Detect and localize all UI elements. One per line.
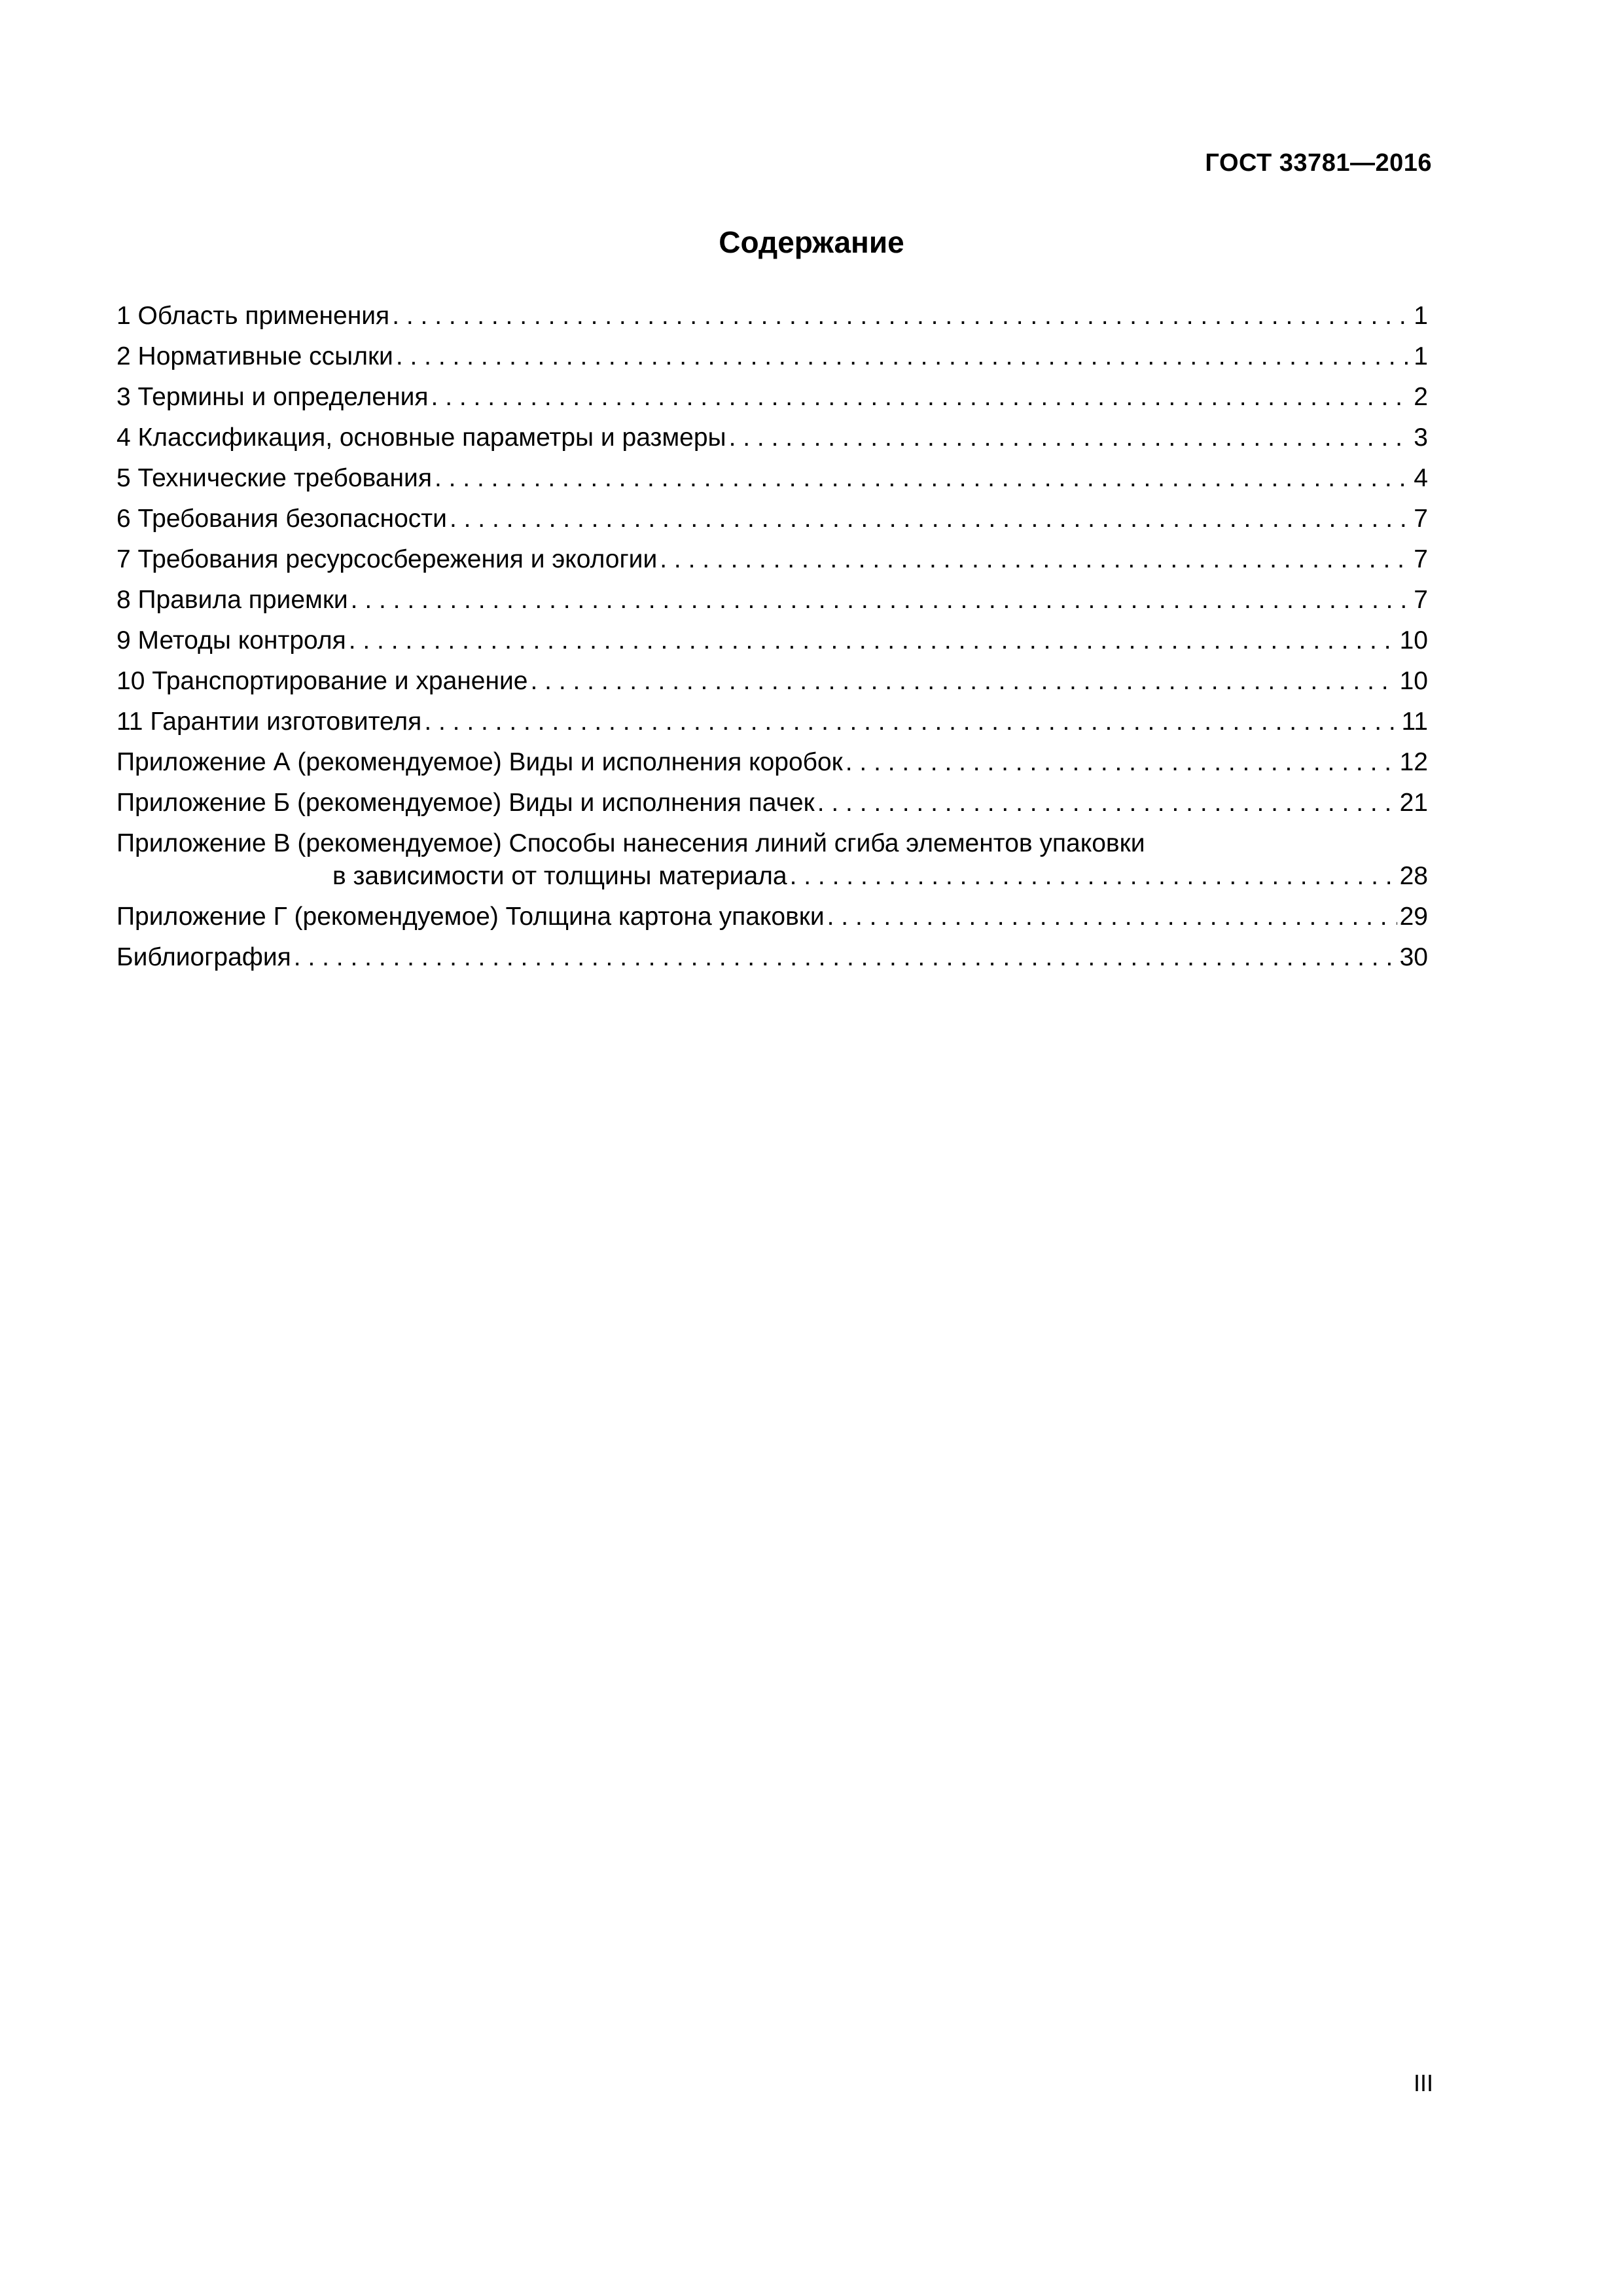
toc-entry[interactable] <box>116 418 1428 458</box>
dot-leader <box>846 742 1397 783</box>
dot-leader <box>431 377 1412 418</box>
toc-entry[interactable] <box>116 539 1428 580</box>
toc-entry-page: 2 <box>1414 383 1428 411</box>
toc-entry[interactable] <box>116 377 1428 418</box>
dot-leader <box>817 783 1397 823</box>
toc-entry-label: 3 Термины и определения <box>116 383 429 411</box>
toc-entry-label: 11 Гарантии изготовителя <box>116 708 422 736</box>
table-of-contents <box>116 296 1428 978</box>
toc-entry-continuation-line <box>116 860 1428 897</box>
toc-entry-label: 7 Требования ресурсосбережения и экологии <box>116 545 658 573</box>
toc-entry-label: 8 Правила приемки <box>116 586 348 614</box>
standard-designation: ГОСТ 33781—2016 <box>1205 149 1432 177</box>
dot-leader <box>294 937 1397 978</box>
toc-entry-page: 1 <box>1414 342 1428 370</box>
toc-entry-label: 4 Классификация, основные параметры и размеры <box>116 423 726 452</box>
toc-title: Содержание <box>719 225 904 259</box>
toc-entry-page: 3 <box>1414 423 1428 452</box>
toc-entry[interactable] <box>116 897 1428 937</box>
toc-entry-label: 9 Методы контроля <box>116 626 346 655</box>
dot-leader <box>396 336 1411 377</box>
toc-entry[interactable] <box>116 499 1428 539</box>
toc-entry-label: 5 Технические требования <box>116 464 432 492</box>
toc-entry-page: 21 <box>1399 789 1428 817</box>
toc-entry-page: 30 <box>1399 943 1428 971</box>
dot-leader <box>660 539 1411 580</box>
dot-leader <box>392 296 1411 336</box>
toc-entry-label: 1 Область применения <box>116 302 390 330</box>
dot-leader <box>349 620 1397 661</box>
toc-entry[interactable] <box>116 823 1428 897</box>
toc-entry-label: 6 Требования безопасности <box>116 505 447 533</box>
toc-entry-page: 10 <box>1399 667 1428 695</box>
toc-entry-page: 10 <box>1399 626 1428 655</box>
toc-entry[interactable] <box>116 336 1428 377</box>
toc-entry-page: 7 <box>1414 505 1428 533</box>
toc-entry-label: 2 Нормативные ссылки <box>116 342 393 370</box>
dot-leader <box>435 458 1411 499</box>
toc-entry-label: Приложение А (рекомендуемое) Виды и исполнения коробок <box>116 748 843 776</box>
toc-entry[interactable] <box>116 580 1428 620</box>
toc-entry-page: 12 <box>1399 748 1428 776</box>
toc-entry-label: Приложение В (рекомендуемое) Способы нанесения линий сгиба элементов упаковки <box>116 829 1145 857</box>
toc-entry-label: Приложение Г (рекомендуемое) Толщина картона упаковки <box>116 903 825 931</box>
toc-entry[interactable] <box>116 296 1428 336</box>
toc-entry-page: 29 <box>1399 903 1428 931</box>
dot-leader <box>450 499 1411 539</box>
toc-entry-label: Библиография <box>116 943 291 971</box>
toc-entry[interactable] <box>116 620 1428 661</box>
toc-entry-label: Приложение Б (рекомендуемое) Виды и исполнения пачек <box>116 789 815 817</box>
toc-entry-page: 4 <box>1414 464 1428 492</box>
toc-entry-page: 28 <box>1399 862 1428 890</box>
toc-entry[interactable] <box>116 702 1428 742</box>
page-number: III <box>1413 2070 1433 2096</box>
toc-entry-continuation: в зависимости от толщины материала <box>332 862 787 890</box>
toc-entry[interactable] <box>116 742 1428 783</box>
toc-entry-page: 1 <box>1414 302 1428 330</box>
dot-leader <box>827 897 1397 937</box>
toc-entry[interactable] <box>116 783 1428 823</box>
toc-entry-page: 11 <box>1401 708 1428 736</box>
toc-entry[interactable] <box>116 661 1428 702</box>
dot-leader <box>351 580 1412 620</box>
toc-entry[interactable] <box>116 937 1428 978</box>
toc-entry-page: 7 <box>1414 586 1428 614</box>
dot-leader <box>424 702 1399 742</box>
dot-leader <box>531 661 1397 702</box>
toc-entry-page: 7 <box>1414 545 1428 573</box>
dot-leader <box>790 860 1397 893</box>
toc-entry[interactable] <box>116 458 1428 499</box>
dot-leader <box>729 418 1412 458</box>
toc-entry-label: 10 Транспортирование и хранение <box>116 667 528 695</box>
